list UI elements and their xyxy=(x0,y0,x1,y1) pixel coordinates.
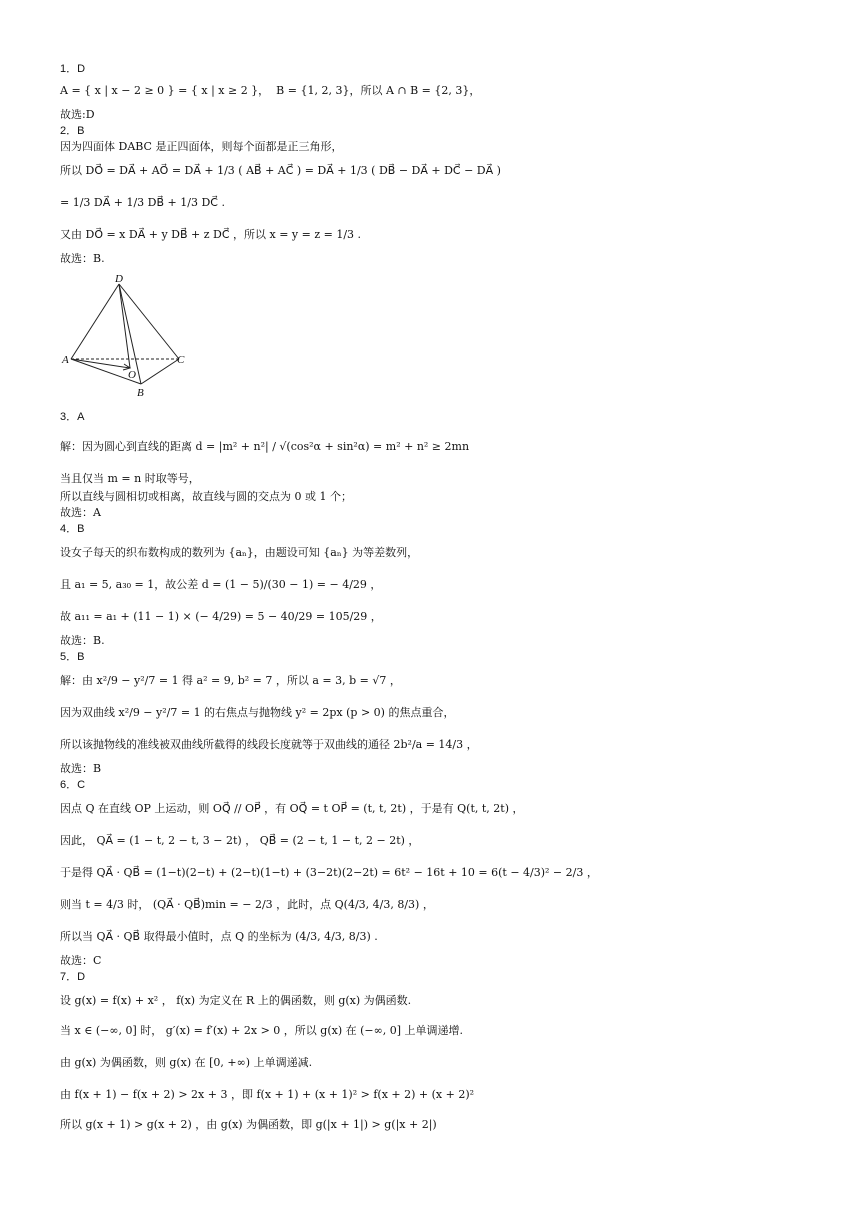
solution-line: 所以 g(x + 1) > g(x + 2) ，由 g(x) 为偶函数，即 g(|x + 1|) > g(|x + 2|) xyxy=(60,1118,437,1131)
vertex-label-d: D xyxy=(115,273,123,285)
solution-line: 设 g(x) = f(x) + x² ， f(x) 为定义在 R 上的偶函数，则 g(x) 为偶函数. xyxy=(60,994,412,1007)
solution-line: = 1/3 DA⃗ + 1/3 DB⃗ + 1/3 DC⃗ . xyxy=(60,196,225,209)
solution-line: 故选：C xyxy=(60,954,102,967)
question-number: 3．A xyxy=(60,411,85,423)
solution-line: 因为双曲线 x²/9 − y²/7 = 1 的右焦点与抛物线 y² = 2px (p > 0) 的焦点重合， xyxy=(60,706,455,719)
question-number: 1．D xyxy=(60,63,86,75)
solution-line: 故选：B. xyxy=(60,252,105,265)
solution-line: 所以直线与圆相切或相离，故直线与圆的交点为 0 或 1 个； xyxy=(60,490,352,503)
solution-line: 所以当 QA⃗ · QB⃗ 取得最小值时，点 Q 的坐标为 (4/3, 4/3, 8/3) . xyxy=(60,930,378,943)
solution-line: 则当 t = 4/3 时， (QA⃗ · QB⃗)min = − 2/3 ，此时，点 Q(4/3, 4/3, 8/3) ， xyxy=(60,898,434,911)
question-number: 2．B xyxy=(60,125,85,137)
solution-line: 故选：B xyxy=(60,762,102,775)
solution-line: 当 x ∈ (−∞, 0] 时， g′(x) = f′(x) + 2x > 0 ，所以 g(x) 在 (−∞, 0] 上单调递增. xyxy=(60,1024,464,1037)
solution-line: 因点 Q 在直线 OP 上运动，则 OQ⃗ // OP⃗ ，有 OQ⃗ = t OP⃗ = (t, t, 2t) ，于是有 Q(t, t, 2t) ， xyxy=(60,802,524,815)
edge-bc xyxy=(141,359,179,384)
solution-line: 设女子每天的织布数构成的数列为 {aₙ}，由题设可知 {aₙ} 为等差数列， xyxy=(60,546,419,559)
solution-line: 解：因为圆心到直线的距离 d = |m² + n²| / √(cos²α + sin²α) = m² + n² ≥ 2mn xyxy=(60,440,470,453)
solution-line: 由 g(x) 为偶函数，则 g(x) 在 [0, +∞) 上单调递减. xyxy=(60,1056,313,1069)
solution-line: 由 f(x + 1) − f(x + 2) > 2x + 3 ，即 f(x + 1) + (x + 1)² > f(x + 2) + (x + 2)² xyxy=(60,1088,475,1101)
solution-line: 故选：A xyxy=(60,506,101,519)
question-number: 4．B xyxy=(60,523,85,535)
question-number: 7．D xyxy=(60,971,86,983)
tetrahedron-diagram xyxy=(58,272,188,400)
solution-line: 又由 DO⃗ = x DA⃗ + y DB⃗ + z DC⃗ ，所以 x = y = z = 1/3 . xyxy=(60,228,362,241)
edge-dc xyxy=(119,284,179,359)
vertex-label-b: B xyxy=(137,387,144,399)
vertex-label-c: C xyxy=(177,354,185,366)
tetrahedron-figure xyxy=(58,272,188,400)
solution-line: 且 a₁ = 5, a₃₀ = 1，故公差 d = (1 − 5)/(30 − 1) = − 4/29 ， xyxy=(60,578,382,591)
question-number: 6．C xyxy=(60,779,86,791)
question-number: 5．B xyxy=(60,651,85,663)
solution-line: 解：由 x²/9 − y²/7 = 1 得 a² = 9, b² = 7 ，所以 a = 3, b = √7 ， xyxy=(60,674,401,687)
solution-line: 当且仅当 m = n 时取等号， xyxy=(60,472,200,485)
vertex-label-o: O xyxy=(128,369,136,381)
solution-line: 所以该抛物线的准线被双曲线所截得的线段长度就等于双曲线的通径 2b²/a = 14/3 ， xyxy=(60,738,478,751)
solution-line: A = { x | x − 2 ≥ 0 } = { x | x ≥ 2 }， B = {1, 2, 3}，所以 A ∩ B = {2, 3}， xyxy=(60,84,481,97)
vertex-label-a: A xyxy=(62,354,69,366)
segment-ao xyxy=(71,359,130,368)
solution-line: 于是得 QA⃗ · QB⃗ = (1−t)(2−t) + (2−t)(1−t) + (3−2t)(2−2t) = 6t² − 16t + 10 = 6(t − 4/3)² − 2/3 ， xyxy=(60,866,598,879)
solution-line: 故选:D xyxy=(60,108,95,121)
solution-line: 所以 DO⃗ = DA⃗ + AO⃗ = DA⃗ + 1/3 ( AB⃗ + AC⃗ ) = DA⃗ + 1/3 ( DB⃗ − DA⃗ + DC⃗ − DA⃗ ) xyxy=(60,164,501,177)
solution-line: 因此， QA⃗ = (1 − t, 2 − t, 3 − 2t) ， QB⃗ = (2 − t, 1 − t, 2 − 2t) ， xyxy=(60,834,420,847)
edge-da xyxy=(71,284,119,359)
solution-line: 因为四面体 DABC 是正四面体，则每个面都是正三角形， xyxy=(60,140,343,153)
solution-line: 故选：B. xyxy=(60,634,105,647)
solution-line: 故 a₁₁ = a₁ + (11 − 1) × (− 4/29) = 5 − 40/29 = 105/29 ， xyxy=(60,610,382,623)
